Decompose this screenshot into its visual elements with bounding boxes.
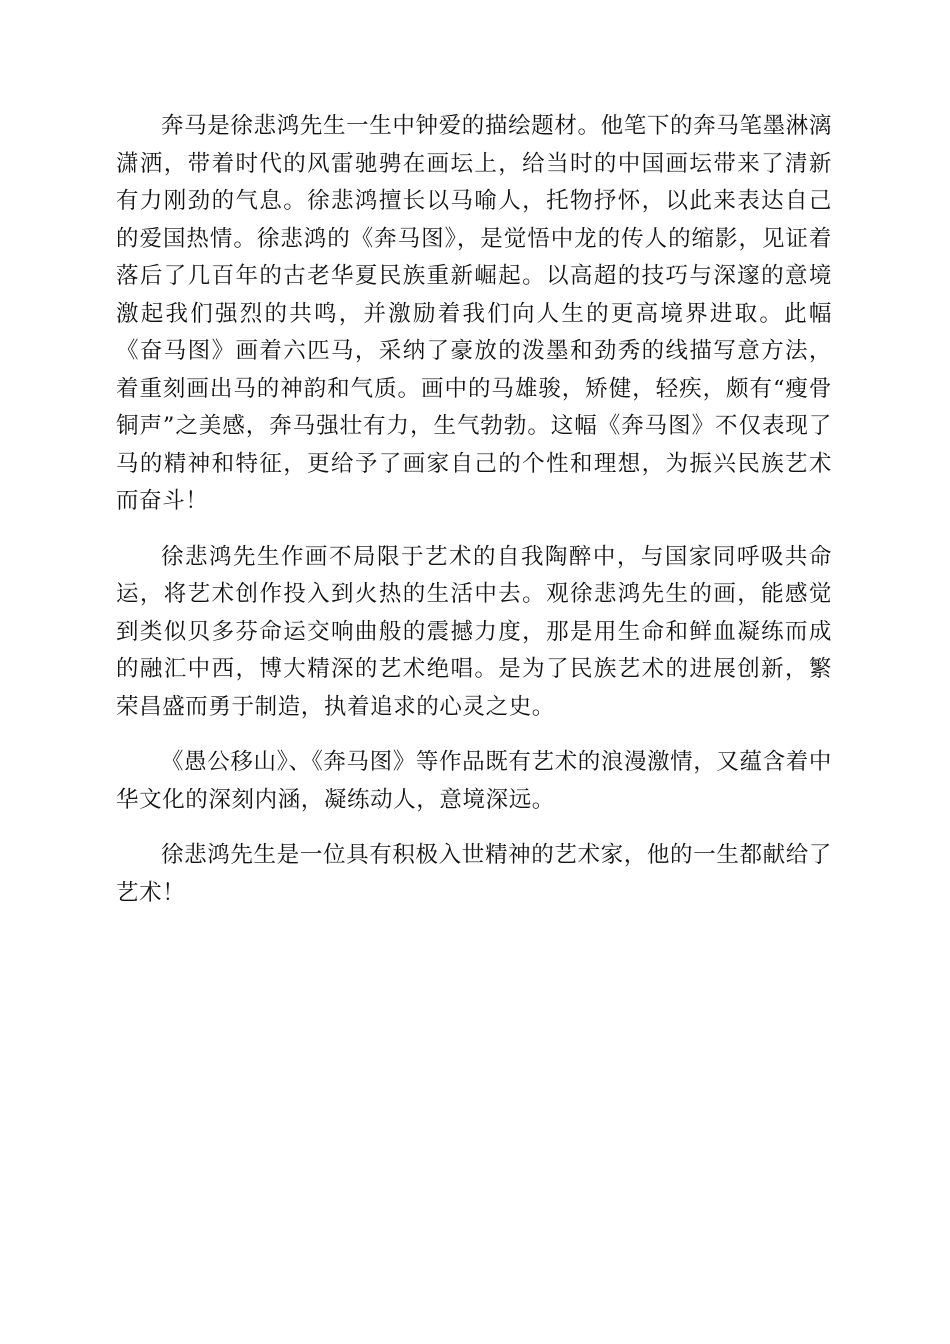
- paragraph-4: 徐悲鸿先生是一位具有积极入世精神的艺术家，他的一生都献给了艺术！: [116, 842, 832, 906]
- paragraph-2: 徐悲鸿先生作画不局限于艺术的自我陶醉中，与国家同呼吸共命运，将艺术创作投入到火热的生活中去。观徐悲鸿先生的画，能感觉到类似贝多芬命运交响曲般的震撼力度，那是用生命和鲜血凝练而成的融汇中西，博大精深的艺术绝唱。是为了民族艺术的进展创新，繁荣昌盛而勇于制造，执着追求的心灵之史。: [116, 543, 832, 720]
- document-body: [116, 108, 832, 930]
- paragraph-3: 《愚公移山》、《奔马图》等作品既有艺术的浪漫激情，又蕴含着中华文化的深刻内涵，凝练动人，意境深远。: [116, 749, 832, 813]
- paragraph-1: 奔马是徐悲鸿先生一生中钟爱的描绘题材。他笔下的奔马笔墨淋漓潇洒，带着时代的风雷驰骋在画坛上，给当时的中国画坛带来了清新有力刚劲的气息。徐悲鸿擅长以马喻人，托物抒怀，以此来表达自己的爱国热情。徐悲鸿的《奔马图》，是觉悟中龙的传人的缩影，见证着落后了几百年的古老华夏民族重新崛起。以高超的技巧与深邃的意境激起我们强烈的共鸣，并激励着我们向人生的更高境界进取。此幅《奋马图》画着六匹马，采纳了豪放的泼墨和劲秀的线描写意方法，着重刻画出马的神韵和气质。画中的马雄骏，矫健，轻疾，颇有“瘦骨铜声”之美感，奔马强壮有力，生气勃勃。这幅《奔马图》不仅表现了马的精神和特征，更给予了画家自己的个性和理想，为振兴民族艺术而奋斗！: [116, 113, 832, 514]
